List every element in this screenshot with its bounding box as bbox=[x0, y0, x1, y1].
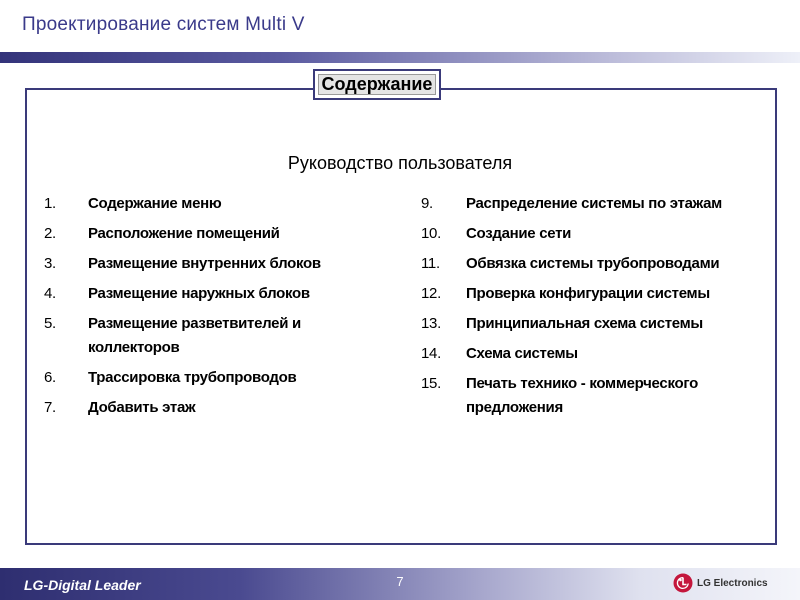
toc-item-label: Размещение разветвителей и коллекторов bbox=[88, 315, 301, 356]
toc-item-number: 7. bbox=[44, 399, 56, 416]
company-name: LG Electronics bbox=[697, 578, 768, 589]
toc-item-label: Расположение помещений bbox=[88, 225, 280, 242]
toc-item bbox=[421, 192, 781, 216]
toc-item-number: 2. bbox=[44, 225, 56, 242]
page-number: 7 bbox=[396, 574, 404, 589]
toc-item bbox=[44, 396, 384, 420]
toc-item-label: Схема системы bbox=[466, 345, 578, 362]
toc-item bbox=[44, 192, 384, 216]
guide-title: Руководство пользователя bbox=[287, 153, 513, 173]
toc-item-label: Размещение внутренних блоков bbox=[88, 255, 321, 272]
toc-item-label: Проверка конфигурации системы bbox=[466, 285, 710, 302]
page-title: Проектирование систем Multi V bbox=[22, 14, 305, 35]
toc-item-number: 15. bbox=[421, 375, 441, 392]
toc-item-label: Принципиальная схема системы bbox=[466, 315, 703, 332]
toc-right-column bbox=[421, 192, 781, 426]
toc-item bbox=[421, 312, 781, 336]
footer-brand: LG-Digital Leader bbox=[24, 577, 141, 593]
toc-item bbox=[44, 252, 384, 276]
toc-item-number: 1. bbox=[44, 195, 56, 212]
section-tab-label: Содержание bbox=[318, 74, 436, 95]
toc-item-label: Распределение системы по этажам bbox=[466, 195, 722, 212]
toc-item-label: Размещение наружных блоков bbox=[88, 285, 310, 302]
toc-item-label: Трассировка трубопроводов bbox=[88, 369, 297, 386]
toc-item-number: 5. bbox=[44, 315, 56, 332]
toc-item bbox=[44, 366, 384, 390]
toc-item-label: Создание сети bbox=[466, 225, 572, 242]
toc-item bbox=[421, 342, 781, 366]
toc-item-number: 10. bbox=[421, 225, 441, 242]
section-tab bbox=[313, 69, 441, 100]
toc-item bbox=[421, 252, 781, 276]
toc-item-number: 11. bbox=[421, 255, 440, 272]
lg-logo-icon bbox=[673, 573, 693, 593]
toc-item-number: 14. bbox=[421, 345, 441, 362]
toc-item-number: 4. bbox=[44, 285, 56, 302]
toc-item-number: 9. bbox=[421, 195, 433, 212]
toc-item-label: Печать технико - коммерческого предложения bbox=[466, 375, 698, 416]
toc-item bbox=[44, 282, 384, 306]
toc-item-number: 12. bbox=[421, 285, 441, 302]
toc-item-number: 13. bbox=[421, 315, 441, 332]
toc-item bbox=[421, 282, 781, 306]
toc-left-column bbox=[44, 192, 384, 426]
toc-item bbox=[44, 312, 384, 360]
toc-item bbox=[421, 372, 781, 420]
toc-item-label: Добавить этаж bbox=[88, 399, 196, 416]
toc-item-number: 6. bbox=[44, 369, 56, 386]
toc-item-label: Содержание меню bbox=[88, 195, 222, 212]
toc-item-label: Обвязка системы трубопроводами bbox=[466, 255, 720, 272]
toc-item-number: 3. bbox=[44, 255, 56, 272]
toc-item bbox=[44, 222, 384, 246]
toc-item bbox=[421, 222, 781, 246]
title-bar bbox=[0, 52, 800, 63]
